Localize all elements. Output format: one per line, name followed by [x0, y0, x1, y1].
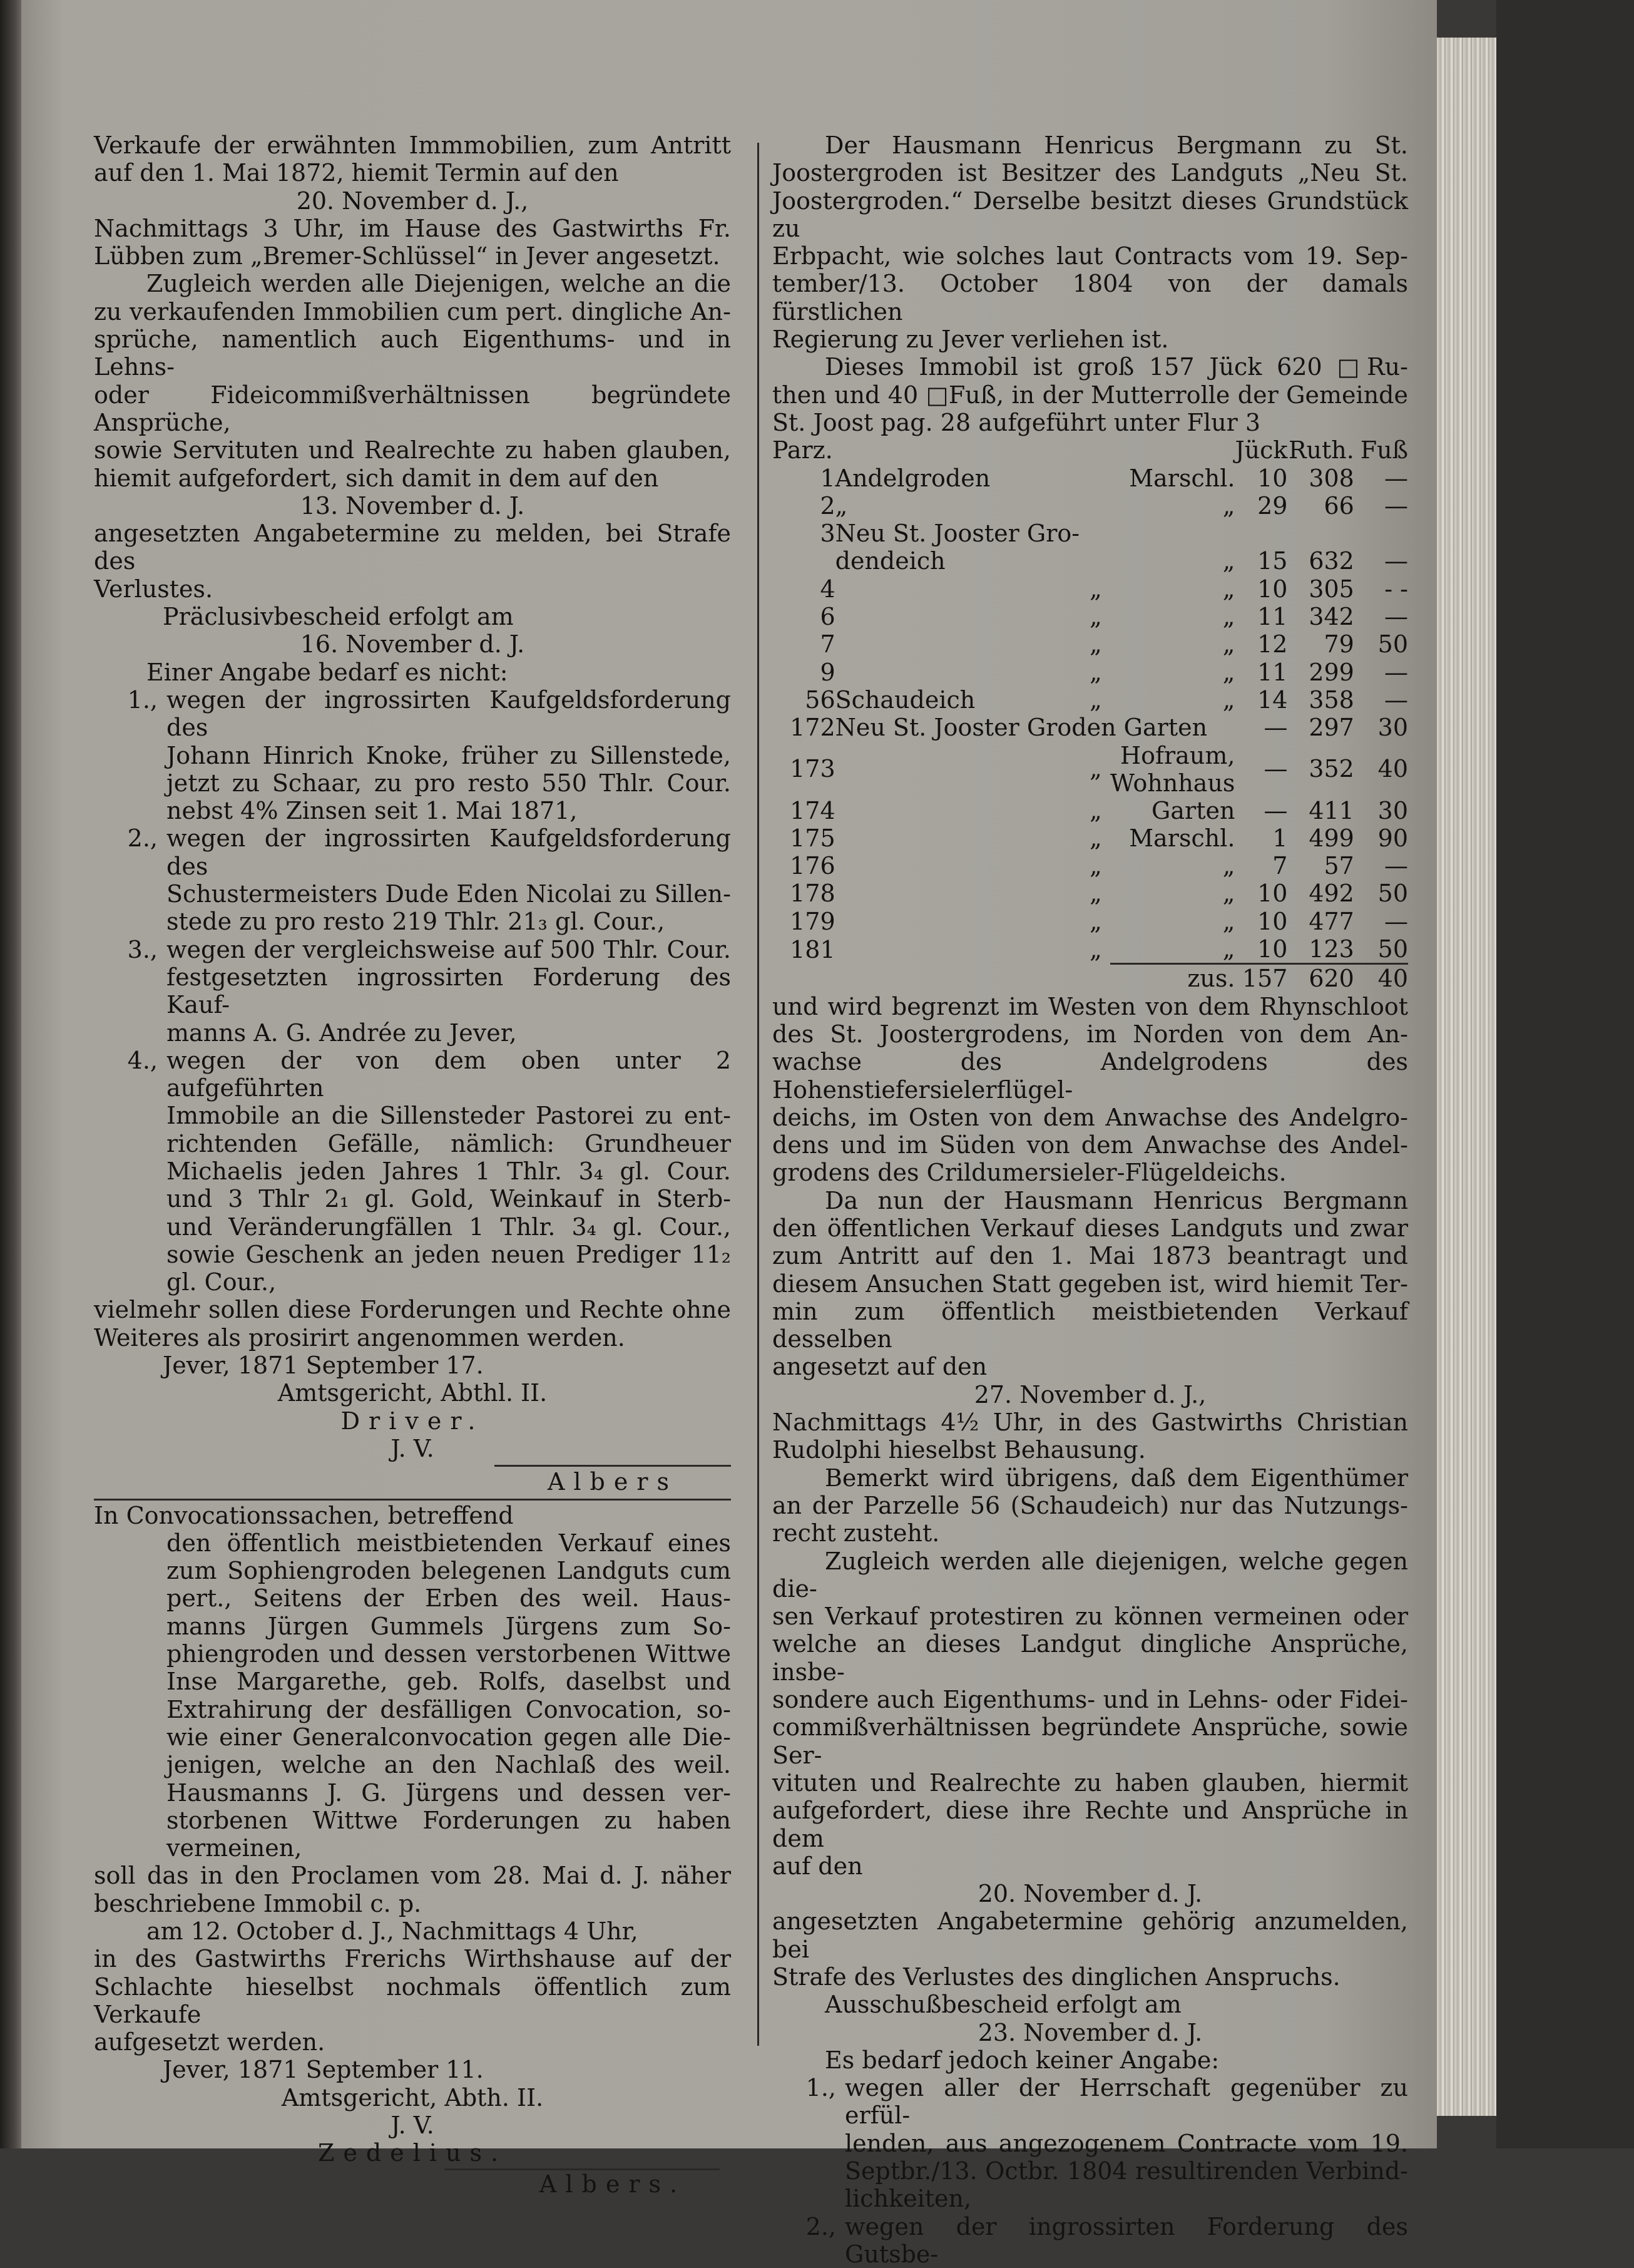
table-cell: 11	[1257, 603, 1288, 631]
table-cell	[1081, 464, 1110, 492]
table-cell: 30	[1377, 714, 1408, 742]
table-cell	[835, 742, 1081, 797]
text-line: Johann Hinrich Knoke, früher zu Sillenstede,	[166, 741, 731, 769]
table-cell: 358	[1309, 685, 1354, 714]
table-cell: 29	[1257, 491, 1288, 520]
item-text	[166, 1047, 731, 1296]
column-header: Ruth.	[1288, 436, 1354, 464]
text-line: wegen aller der Herrschaft gegenüber zu erfül-	[845, 2074, 1408, 2130]
table-cell: 308	[1309, 464, 1354, 492]
text-line: zu verkaufenden Immobilien cum pert. dingliche An-	[94, 297, 731, 326]
item-text	[166, 824, 731, 935]
table-cell: „	[1090, 685, 1102, 714]
table-cell	[835, 824, 1081, 852]
kind-line: Wohnhaus	[1110, 769, 1235, 797]
table-cell: 90	[1377, 824, 1408, 852]
text-line: Einer Angabe bedarf es nicht:	[146, 658, 508, 686]
signature-name: Zedelius.	[317, 2139, 508, 2167]
table-cell: —	[1384, 685, 1408, 714]
table-cell: 620	[1287, 964, 1354, 993]
table-row	[772, 686, 1408, 714]
table-cell: 4	[820, 575, 835, 603]
column-rule	[757, 143, 759, 2046]
text-line: Nachmittags 3 Uhr, im Hause des Gastwirths Fr.	[94, 214, 731, 242]
text-line: then und 40 □Fuß, in der Mutterrolle der Gemeinde	[772, 381, 1408, 409]
date-line: 23. November d. J.	[978, 2018, 1203, 2046]
item-number: 1.,	[805, 2074, 836, 2102]
text-line: grodens des Crildumersieler-Flügeldeichs.	[772, 1159, 1287, 1187]
table-cell: 172	[790, 714, 835, 742]
table-cell: 10	[1257, 935, 1288, 963]
text-line: In Convocationssachen, betreffend	[94, 1501, 514, 1529]
table-cell: —	[1264, 755, 1288, 783]
text-line: zum Sophiengroden belegenen Landguts cum	[166, 1557, 731, 1585]
date-line: 20. November d. J.,	[296, 187, 529, 215]
text-line: vielmehr sollen diese Forderungen und Rechte ohne	[94, 1296, 731, 1324]
table-cell	[835, 630, 1081, 658]
text-line: und wird begrenzt im Westen von dem Rhynschloot	[772, 992, 1408, 1020]
table-cell: 632	[1309, 547, 1354, 575]
table-cell: —	[1264, 714, 1288, 742]
table-cell: 176	[790, 852, 835, 880]
text-line: Weiteres als prosirirt angenommen werden.	[94, 1323, 625, 1352]
table-cell	[835, 603, 1081, 630]
signature-place: Jever, 1871 September 11.	[163, 2056, 484, 2084]
text-line: vermeinen,	[166, 1834, 302, 1862]
table-cell: 352	[1309, 755, 1354, 783]
text-line: hiemit aufgefordert, sich damit in dem auf den	[94, 464, 659, 492]
list-item	[94, 936, 731, 1047]
table-cell: zus.	[1110, 964, 1235, 993]
convocation-block	[94, 1529, 731, 1862]
sale-paragraph	[772, 1187, 1408, 1381]
text-line: des St. Joostergrodens, im Norden von dem An-	[772, 1020, 1408, 1048]
table-cell: 12	[1257, 630, 1288, 659]
text-line: Es bedarf jedoch keiner Angabe:	[825, 2046, 1220, 2074]
table-cell: 499	[1309, 824, 1354, 852]
right-column	[772, 131, 1408, 2268]
text-line: Lübben zum „Bremer-Schlüssel“ in Jever angesetzt.	[94, 242, 720, 270]
table-cell	[835, 964, 1081, 993]
table-cell: „	[1090, 575, 1102, 603]
table-cell: Neu St. Jooster Gro-	[835, 520, 1080, 548]
text-line: Ausschußbescheid erfolgt am	[825, 1991, 1182, 2019]
text-line: in des Gastwirths Frerichs Wirthshause auf der	[94, 1945, 731, 1973]
table-cell: Garten	[1151, 796, 1235, 824]
table-cell: 492	[1309, 880, 1354, 908]
table-cell: „	[1090, 630, 1102, 659]
boundary-paragraph	[772, 993, 1408, 1187]
claims-list	[772, 2074, 1408, 2268]
text-line: Regierung zu Jever verliehen ist.	[772, 326, 1169, 354]
table-cell	[835, 575, 1081, 603]
text-line: Septbr./13. Octbr. 1804 resultirenden Verbind-	[845, 2157, 1408, 2185]
text-line: Hausmanns J. G. Jürgens und dessen ver-	[166, 1778, 731, 1807]
kind-line: Hofraum,	[1120, 741, 1235, 769]
table-cell	[835, 908, 1081, 935]
text-line: wachse des Andelgrodens des Hohenstiefersielerflügel-	[772, 1048, 1408, 1104]
date-line: 16. November d. J.	[300, 630, 525, 659]
item-number: 4.,	[127, 1046, 158, 1074]
table-cell: 123	[1309, 935, 1354, 963]
table-cell: 181	[790, 935, 835, 963]
item-text	[845, 2213, 1408, 2268]
text-line: sowie Geschenk an jeden neuen Prediger 11₂	[166, 1240, 731, 1268]
table-cell: 10	[1257, 880, 1288, 908]
text-line: sowie Servituten und Realrechte zu haben glauben,	[94, 436, 731, 464]
text-line: wegen der vergleichsweise auf 500 Thlr. Cour.	[166, 935, 731, 963]
table-cell: 299	[1309, 658, 1354, 686]
claims-list	[94, 686, 731, 1296]
text-line: jetzt zu Schaar, zu pro resto 550 Thlr. Cour.	[166, 769, 731, 797]
text-line: storbenen Wittwe Forderungen zu haben	[166, 1806, 731, 1834]
item-text	[166, 686, 731, 824]
table-cell	[1081, 492, 1110, 520]
item-number: 3.,	[127, 935, 158, 963]
table-cell	[1235, 520, 1287, 547]
table-cell: „	[1222, 491, 1235, 520]
text-line: Da nun der Hausmann Henricus Bergmann	[825, 1186, 1408, 1214]
date-line: 20. November d. J.	[978, 1880, 1203, 1908]
table-cell: —	[1264, 796, 1288, 824]
table-cell: 1	[820, 464, 835, 492]
item-text	[845, 2074, 1408, 2212]
table-row	[772, 714, 1408, 741]
text-line: auf den	[772, 1852, 863, 1880]
text-line: Verlustes.	[94, 575, 213, 603]
text-line: Strafe des Verlustes des dinglichen Anspruchs.	[772, 1963, 1340, 1991]
text-line: auf den 1. Mai 1872, hiemit Termin auf den	[94, 159, 619, 187]
table-cell: 40	[1354, 964, 1408, 993]
table-cell: 30	[1377, 796, 1408, 824]
table-cell: „	[1222, 685, 1235, 714]
column-header: Parz.	[772, 436, 833, 464]
text-line: festgesetzten ingrossirten Forderung des Kauf-	[166, 963, 731, 1019]
table-cell: - -	[1384, 575, 1408, 603]
table-row	[772, 852, 1408, 880]
text-line: deichs, im Osten von dem Anwachse des Andelgro-	[772, 1103, 1408, 1131]
table-cell: 297	[1309, 714, 1354, 742]
table-cell: 50	[1377, 880, 1408, 908]
text-line: Extrahirung der desfälligen Convocation, so-	[166, 1695, 731, 1723]
table-cell: „	[1222, 547, 1235, 575]
table-cell: 10	[1257, 575, 1288, 603]
table-cell: „	[1090, 824, 1102, 852]
text-line: Schustermeisters Dude Eden Nicolai zu Sillen-	[166, 880, 731, 908]
table-cell	[772, 547, 835, 575]
item-text	[166, 936, 731, 1047]
text-line: Zugleich werden alle diejenigen, welche gegen die-	[772, 1547, 1408, 1603]
table-cell: „	[1222, 935, 1235, 963]
table-cell: 179	[790, 907, 835, 935]
parcel-table	[772, 436, 1408, 992]
table-cell: —	[1384, 852, 1408, 880]
text-line: nebst 4% Zinsen seit 1. Mai 1871,	[166, 797, 578, 825]
table-cell: —	[1384, 907, 1408, 935]
text-line: angesetzten Angabetermine gehörig anzumelden, bei	[772, 1907, 1408, 1963]
table-row	[772, 797, 1408, 824]
table-cell: 7	[820, 630, 835, 659]
table-cell: Schaudeich	[835, 685, 976, 714]
text-line: Verkaufe der erwähnten Immmobilien, zum Antritt	[94, 131, 731, 159]
table-cell	[1081, 547, 1110, 575]
table-cell: 66	[1324, 491, 1354, 520]
table-header-row	[772, 436, 1408, 464]
table-row	[772, 824, 1408, 852]
table-cell: 178	[790, 880, 835, 908]
table-cell	[772, 964, 835, 993]
table-cell: „	[1090, 907, 1102, 935]
text-line: gl. Cour.,	[166, 1268, 277, 1296]
table-row	[772, 464, 1408, 492]
text-line: Joostergroden.“ Derselbe besitzt dieses Grundstück zu	[772, 187, 1408, 242]
table-row	[772, 659, 1408, 686]
item-number: 2.,	[805, 2212, 836, 2240]
table-cell: „	[1222, 603, 1235, 631]
table-cell	[1110, 520, 1235, 547]
table-cell	[835, 797, 1081, 824]
text-line: angesetzt auf den	[772, 1353, 988, 1381]
table-cell: 10	[1257, 464, 1288, 492]
text-line: St. Joost pag. 28 aufgeführt unter Flur 3	[772, 408, 1261, 436]
text-line: dens und im Süden von dem Anwachse des Andel-	[772, 1131, 1408, 1159]
table-cell: 11	[1257, 658, 1288, 686]
signature-jv: J. V.	[391, 2111, 434, 2140]
table-cell: 175	[790, 824, 835, 852]
objection-paragraph	[772, 1547, 1408, 1881]
text-line: diesem Ansuchen Statt gegeben ist, wird hiemit Ter-	[772, 1270, 1408, 1298]
newspaper-page	[21, 0, 1437, 2268]
text-line: sprüche, namentlich auch Eigenthums- und in Lehns-	[94, 326, 731, 381]
text-line: recht zusteht.	[772, 1519, 940, 1547]
list-item	[94, 686, 731, 824]
date-line: 13. November d. J.	[300, 491, 525, 520]
table-cell: 40	[1377, 755, 1408, 783]
list-item	[772, 2074, 1408, 2212]
table-cell: 15	[1257, 547, 1288, 575]
table-cell: „	[1222, 852, 1235, 880]
table-cell	[1287, 520, 1354, 547]
table-row	[772, 547, 1408, 575]
table-cell: 342	[1309, 603, 1354, 631]
table-cell: 57	[1324, 852, 1354, 880]
text-line: phiengroden und dessen verstorbenen Wittwe	[166, 1640, 731, 1668]
table-row	[772, 935, 1408, 964]
text-line: und 3 Thlr 2₁ gl. Gold, Weinkauf in Sterb-	[166, 1185, 731, 1213]
table-cell: Andelgroden	[835, 464, 991, 492]
table-cell: 14	[1257, 685, 1288, 714]
text-line: manns Jürgen Gummels Jürgens zum So-	[166, 1612, 731, 1640]
table-cell: 157	[1235, 964, 1287, 993]
table-cell: —	[1384, 658, 1408, 686]
text-line: Präclusivbescheid erfolgt am	[163, 603, 514, 631]
section-divider	[94, 1499, 731, 1501]
table-cell: 56	[805, 685, 835, 714]
signature-rule	[494, 1465, 731, 1467]
table-cell: 2	[820, 491, 835, 520]
text-line: lenden, aus angezogenem Contracte vom 19.	[845, 2129, 1408, 2157]
text-line: oder Fideicommißverhältnissen begründete Ansprüche,	[94, 381, 731, 436]
table-cell: „	[1090, 603, 1102, 631]
item-number: 2.,	[127, 824, 158, 853]
table-cell	[1110, 742, 1235, 797]
table-cell	[1081, 964, 1110, 993]
table-cell	[1081, 520, 1110, 547]
table-row	[772, 742, 1408, 797]
text-line: commißverhältnissen begründete Ansprüche, sowie Ser-	[772, 1713, 1408, 1769]
text-line: sondere auch Eigenthums- und in Lehns- oder Fidei-	[772, 1686, 1408, 1714]
table-cell: 79	[1324, 630, 1354, 659]
table-cell: 477	[1309, 907, 1354, 935]
table-cell: „	[835, 491, 848, 520]
text-line: aufgefordert, diese ihre Rechte und Ansprüche in dem	[772, 1797, 1408, 1852]
text-line: Zugleich werden alle Diejenigen, welche an die	[146, 270, 731, 298]
table-cell: —	[1384, 464, 1408, 492]
table-cell: „	[1090, 935, 1102, 963]
text-line: angesetzten Angabetermine zu melden, bei Strafe des	[94, 520, 731, 575]
table-cell: 7	[1272, 852, 1288, 880]
left-column	[94, 131, 731, 2198]
text-line: Inse Margarethe, geb. Rolfs, daselbst und	[166, 1668, 731, 1696]
text-line: richtenden Gefälle, nämlich: Grundheuer	[166, 1129, 731, 1157]
text-line: Rudolphi hieselbst Behausung.	[772, 1436, 1146, 1464]
sum-row	[772, 964, 1408, 993]
table-cell: 3	[820, 520, 835, 548]
text-line: wegen der von dem oben unter 2 aufgeführten	[166, 1046, 731, 1102]
table-cell: „	[1222, 630, 1235, 659]
signature-name: Driver.	[340, 1407, 484, 1435]
table-cell: „	[1090, 852, 1102, 880]
text-line: Dieses Immobil ist groß 157 Jück 620 □Ru-	[825, 353, 1408, 381]
text-line: pert., Seitens der Erben des weil. Haus-	[166, 1584, 731, 1613]
table-row	[772, 630, 1408, 658]
text-line: manns A. G. Andrée zu Jever,	[166, 1019, 517, 1047]
column-header: Jück	[1235, 436, 1288, 464]
text-line: Michaelis jeden Jahres 1 Thlr. 3₄ gl. Cour.	[166, 1157, 731, 1185]
text-line: soll das in den Proclamen vom 28. Mai d. J. näher	[94, 1862, 731, 1890]
text-line: sen Verkauf protestiren zu können vermeinen oder	[772, 1603, 1408, 1631]
table-cell: 50	[1377, 630, 1408, 659]
table-cell: „	[1090, 658, 1102, 686]
signature-court: Amtsgericht, Abthl. II.	[277, 1379, 548, 1407]
table-cell: Neu St. Jooster Groden Garten	[835, 714, 1208, 742]
signature-clerk: Albers	[547, 1468, 678, 1496]
text-line: wegen der ingrossirten Forderung des Gutsbe-	[845, 2212, 1408, 2268]
table-cell: „	[1090, 796, 1102, 824]
text-line: Nachmittags 4½ Uhr, in des Gastwirths Christian	[772, 1409, 1408, 1437]
table-cell: 50	[1377, 935, 1408, 963]
column-header: Fuß	[1360, 436, 1408, 464]
item-number: 1.,	[127, 685, 158, 714]
table-cell: 305	[1309, 575, 1354, 603]
text-line: am 12. October d. J., Nachmittags 4 Uhr,	[146, 1917, 638, 1945]
table-row	[772, 880, 1408, 907]
text-line: Der Hausmann Henricus Bergmann zu St.	[825, 131, 1408, 159]
text-line: Bemerkt wird übrigens, daß dem Eigenthümer	[825, 1464, 1408, 1492]
list-item	[94, 824, 731, 935]
table-row	[772, 908, 1408, 935]
text-line: Erbpacht, wie solches laut Contracts vom 19. Sep-	[772, 242, 1408, 270]
table-cell	[835, 659, 1081, 686]
table-cell: —	[1384, 603, 1408, 631]
text-line: beschriebene Immobil c. p.	[94, 1889, 422, 1917]
text-line: wegen der ingrossirten Kaufgeldsforderung des	[166, 824, 731, 880]
signature-court: Amtsgericht, Abth. II.	[281, 2083, 544, 2111]
background	[1496, 0, 1634, 2148]
text-line: min zum öffentlich meistbietenden Verkauf desselben	[772, 1297, 1408, 1353]
table-cell: 411	[1309, 796, 1354, 824]
table-cell	[835, 935, 1081, 964]
table-cell: Marschl.	[1129, 824, 1235, 852]
text-line: und Veränderungfällen 1 Thlr. 3₄ gl. Cour.,	[166, 1213, 731, 1241]
table-cell	[835, 880, 1081, 907]
table-cell: „	[1222, 658, 1235, 686]
table-cell: Marschl.	[1129, 464, 1235, 492]
table-cell: 173	[790, 755, 835, 783]
table-cell: 174	[790, 796, 835, 824]
table-cell: 10	[1257, 907, 1288, 935]
table-cell: „	[1222, 880, 1235, 908]
text-line: den öffentlich meistbietenden Verkauf eines	[166, 1529, 731, 1557]
page-edges	[1437, 38, 1496, 2116]
table-cell: 9	[820, 658, 835, 686]
table-cell: 6	[820, 603, 835, 631]
text-line: aufgesetzt werden.	[94, 2028, 325, 2056]
table-cell	[1354, 520, 1408, 547]
text-line: Immobile an die Sillensteder Pastorei zu ent-	[166, 1102, 731, 1130]
text-line: den öffentlichen Verkauf dieses Landguts und zwar	[772, 1214, 1408, 1242]
table-row	[772, 492, 1408, 520]
table-cell: 1	[1272, 824, 1288, 852]
text-line: an der Parzelle 56 (Schaudeich) nur das Nutzungs-	[772, 1491, 1408, 1519]
table-cell: „	[1090, 880, 1102, 908]
date-line: 27. November d. J.,	[974, 1380, 1207, 1409]
text-line: vituten und Realrechte zu haben glauben, hiermit	[772, 1768, 1408, 1797]
list-item	[94, 1047, 731, 1296]
list-item	[772, 2213, 1408, 2268]
table-cell: „	[1222, 575, 1235, 603]
table-cell	[835, 852, 1081, 880]
text-line: Joostergroden ist Besitzer des Landguts „Neu St.	[772, 159, 1408, 187]
text-line: stede zu pro resto 219 Thlr. 21₃ gl. Cour.,	[166, 908, 665, 936]
table-row	[772, 575, 1408, 603]
signature-clerk: Albers.	[539, 2170, 687, 2198]
signature-jv: J. V.	[391, 1434, 434, 1462]
table-row	[772, 520, 1408, 547]
table-cell: „	[1222, 907, 1235, 935]
table-cell: „	[1090, 755, 1102, 783]
table-cell: —	[1384, 491, 1408, 520]
book-binding	[0, 0, 21, 2148]
table-cell: —	[1384, 547, 1408, 575]
text-line: wie einer Generalconvocation gegen alle Die-	[166, 1723, 731, 1751]
text-line: zum Antritt auf den 1. Mai 1873 beantragt und	[772, 1242, 1408, 1270]
text-line: wegen der ingrossirten Kaufgeldsforderung des	[166, 685, 731, 742]
signature-place: Jever, 1871 September 17.	[163, 1352, 484, 1380]
text-line: welche an dieses Landgut dingliche Ansprüche, insbe-	[772, 1630, 1408, 1686]
table-cell: dendeich	[835, 547, 946, 575]
text-line: tember/13. October 1804 von der damals fürstlichen	[772, 270, 1408, 326]
text-line: jenigen, welche an den Nachlaß des weil.	[166, 1751, 731, 1779]
table-row	[772, 603, 1408, 630]
text-line: Schlachte hieselbst nochmals öffentlich zum Verkaufe	[94, 1973, 731, 2028]
text-line: lichkeiten,	[845, 2185, 972, 2213]
